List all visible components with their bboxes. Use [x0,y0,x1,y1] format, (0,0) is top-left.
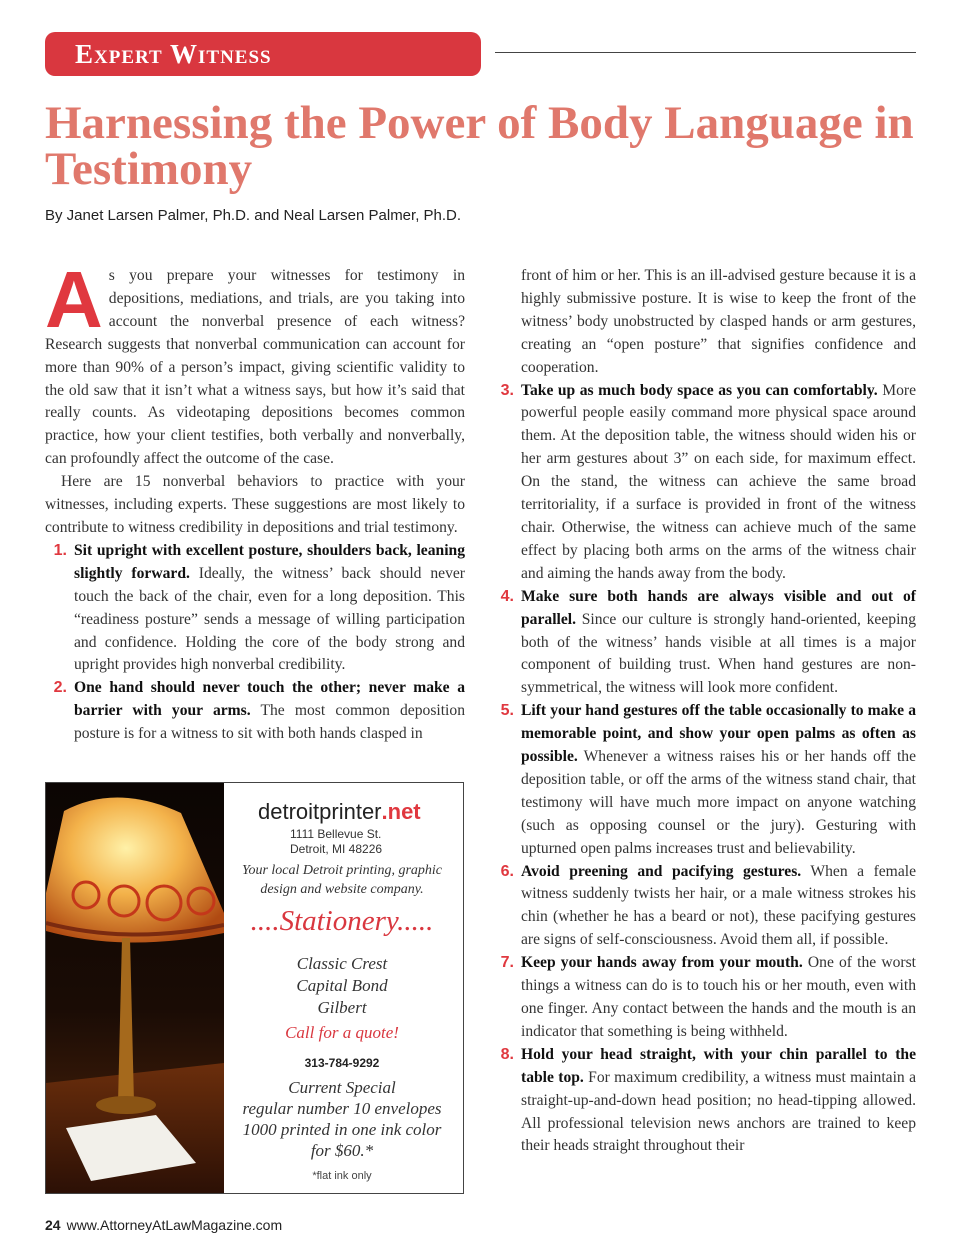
list-item-6: 6. Avoid preening and pacifying gestures. When a female witness suddenly twists her hair, or a male witness strokes his chin (whether he has a beard or not), these pacifying gestures are signs of self-consciousness. Avoid them all, if possible. [498,861,916,953]
continued-paragraph: front of him or her. This is an ill-advised gesture because it is a highly submissive posture. It is wise to keep the front of the witness’ body unobstructed by clasped hands or arm gestures, creating an “open posture” that signifies confidence and cooperation. [521,267,916,376]
drop-cap: A [45,255,103,344]
byline: By Janet Larsen Palmer, Ph.D. and Neal Larsen Palmer, Ph.D. [45,207,462,224]
left-column [45,255,465,746]
right-column [498,265,916,1158]
item-number: 1. [53,541,67,559]
footer-website-link[interactable]: www.AttorneyAtLawMagazine.com [66,1217,283,1233]
list-item-7: 7. Keep your hands away from your mouth. One of the worst things a witness can do is to touch his or her mouth, even with one finger. Any contact between the hands and the mouth is an indicator that something is being withheld. [498,952,916,1044]
item-number: 2. [53,679,67,697]
ad-tagline: Your local Detroit printing, graphic design and website company. [241,863,443,897]
item-number: 5. [500,702,514,720]
item-number: 3. [500,381,514,399]
lamp-illustration [46,783,224,1193]
ad-special-offer: Current Special regular number 10 envelopes 1000 printed in one ink color for $60.* [242,1078,442,1160]
page-footer [45,1217,282,1233]
paragraph-2: Here are 15 nonverbal behaviors to practice with your witnesses, including experts. These suggestions are most likely to contribute to witness credibility in depositions and trial testimony. [45,473,465,536]
list-item-1: 1. Sit upright with excellent posture, shoulders back, leaning slightly forward. Ideally, the witness’ back should never touch the back of the chair, even for a long deposition. This “readiness posture” sends a message of willing participation and confidence. Holding the core of the body strong and upright provides high nonverbal credibility. [45,540,465,677]
list-item-4: 4. Make sure both hands are always visible and out of parallel. Since our culture is strongly hand-oriented, keeping both of the witness’ hands visible at all times is a major component of building trust. When hand gestures are non-symmetrical, the witness will look more confident. [498,586,916,701]
ad-paper-list: Classic Crest Capital Bond Gilbert [296,954,388,1017]
item-number: 4. [500,587,514,605]
article-title: Harnessing the Power of Body Language in Testimony [45,97,914,195]
item-number: 8. [500,1045,514,1063]
item-number: 6. [500,862,514,880]
intro-paragraph: As you prepare your witnesses for testimony in depositions, mediations, and trials, are you taking into account the nonverbal presence of each witness? Research suggests that nonverbal communication can account for more than 90% of a person’s impact, giving scientific validity to the old saw that it isn’t what a witness says, but how it’s said that really counts. As videotaping depositions becomes common practice, how your client testifies, both verbally and nonverbally, can profoundly affect the outcome of the case. [45,255,465,468]
item-number: 7. [500,954,514,972]
section-label: Expert Witness [45,32,481,76]
ad-call-to-action: Call for a quote! [285,1023,399,1042]
list-item-2: 2. One hand should never touch the other; never make a barrier with your arms. The most common deposition posture is for a witness to sit with both hands clasped in [45,677,465,746]
ad-fineprint: *flat ink only [312,1170,372,1182]
tiffany-lamp-photo [46,783,224,1193]
header-rule [495,52,916,53]
ad-copy [222,783,462,1193]
list-item-5: 5. Lift your hand gestures off the table occasionally to make a memorable point, and show your open palms as often as possible. Whenever a witness raises his or her hands off the deposition table, or off the arms of the witness stand chair, that testimony will have much more impact on anyone watching (such as opposing counsel or the jury). Gesturing with upturned open palms increases trust and believability. [498,700,916,860]
list-item-3: 3. Take up as much body space as you can comfortably. More powerful people easily command more physical space around them. At the deposition table, the witness should widen his or her arm gestures about 3” on each side, for maximum effect. On the stand, the witness can achieve the same broad territoriality, if a surface is provided in front of the witness chair. Otherwise, the witness can achieve much of the same effect by placing both arms on the arms of the witness chair and aiming the hands away from the body. [498,380,916,586]
printer-advertisement[interactable] [45,782,464,1194]
page-number: 24 [45,1217,61,1233]
list-item-8: 8. Hold your head straight, with your chin parallel to the table top. For maximum credibility, a witness must maintain a straight-up-and-down head position; no head-tipping allowed. All professional television news anchors are trained to keep their heads straight throughout their [498,1044,916,1159]
ad-address: 1111 Bellevue St. Detroit, MI 48226 [290,827,383,856]
ad-phone[interactable]: 313-784-9292 [304,1056,380,1070]
ad-headline: ....Stationery..... [250,905,434,937]
ad-brand[interactable]: detroitprinter.net [258,799,421,824]
